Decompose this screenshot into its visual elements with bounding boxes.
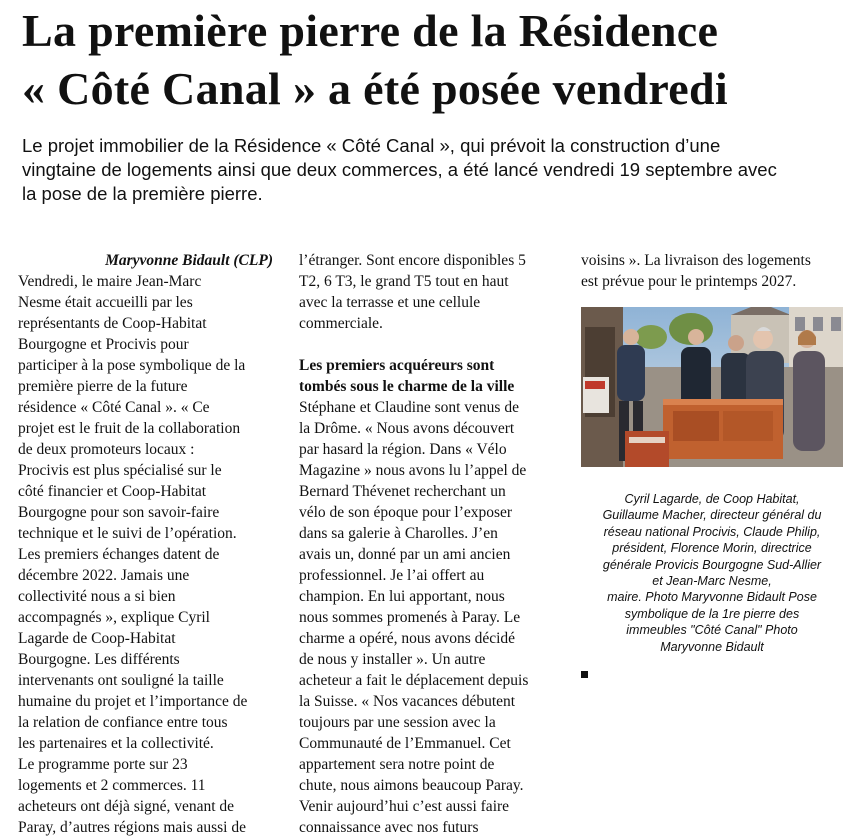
article-headline — [22, 2, 852, 118]
body-line: acheteurs ont déjà signé, venant de — [18, 798, 235, 815]
caption-line: générale Provicis Bourgogne Sud-Allier — [602, 557, 822, 572]
body-line: Les premiers échanges datent de — [18, 546, 220, 563]
article-lead — [22, 134, 842, 206]
body-line: la relation de confiance entre tous — [18, 714, 228, 731]
body-line: champion. En lui apportant, nous — [299, 588, 505, 605]
headline-line: La première pierre de la Résidence — [22, 5, 719, 56]
body-line: toujours par une session avec la — [299, 714, 496, 731]
body-line: commerciale. — [299, 315, 383, 332]
body-line: acheteur a fait le déplacement depuis — [299, 672, 529, 689]
article-end-mark — [581, 671, 588, 678]
body-line: chute, nous aimons beaucoup Paray. — [299, 777, 524, 794]
byline: Maryvonne Bidault (CLP) — [105, 252, 273, 269]
body-line: projet est le fruit de la collaboration — [18, 420, 241, 437]
body-line: Venir aujourd’hui c’est aussi faire — [299, 798, 510, 815]
body-line: de nous y installer ». Un autre — [299, 651, 486, 668]
body-line: connaissance avec nos futurs — [299, 819, 479, 836]
body-line: résidence « Côté Canal ». « Ce — [18, 399, 210, 416]
body-line: technique et le suivi de l’opération. — [18, 525, 237, 542]
body-line: Paray, d’autres régions mais aussi de — [18, 819, 246, 836]
body-line: avec la terrasse et une cellule — [299, 294, 481, 311]
body-line: participer à la pose symbolique de la — [18, 357, 246, 374]
body-line: Vendredi, le maire Jean-Marc — [18, 273, 202, 290]
caption-line: maire. Photo Maryvonne Bidault Pose — [607, 590, 817, 605]
caption-line: Guillaume Macher, directeur général du — [602, 508, 822, 523]
body-line: la Drôme. « Nous avons découvert — [299, 420, 515, 437]
lead-line: la pose de la première pierre. — [22, 183, 263, 204]
body-line: les partenaires et la collectivité. — [18, 735, 214, 752]
body-line: humaine du projet et l’importance de — [18, 693, 248, 710]
body-line: Nesme était accueilli par les — [18, 294, 193, 311]
subheading-line: tombés sous le charme de la ville — [299, 378, 515, 395]
body-line: Bourgogne. Les différents — [18, 651, 180, 668]
caption-line: Cyril Lagarde, de Coop Habitat, — [624, 492, 800, 506]
body-line: est prévue pour le printemps 2027. — [581, 273, 797, 290]
body-line: dans sa galerie à Charolles. J’en — [299, 525, 498, 542]
body-line: Lagarde de Coop-Habitat — [18, 630, 176, 647]
body-line: première pierre de la future — [18, 378, 188, 395]
caption-line: et Jean-Marc Nesme, — [652, 574, 772, 589]
body-line: Bernard Thévenet recherchant un — [299, 483, 506, 500]
subheading-line: Les premiers acquéreurs sont — [299, 357, 495, 374]
body-line: Stéphane et Claudine sont venus de — [299, 399, 519, 416]
body-line: de deux promoteurs locaux : — [18, 441, 195, 458]
body-line: accompagnés », explique Cyril — [18, 609, 210, 626]
photo-caption — [585, 491, 839, 655]
body-line: côté financier et Coop-Habitat — [18, 483, 207, 500]
paragraph-gap — [299, 334, 554, 355]
body-line: Procivis est plus spécialisé sur le — [18, 462, 222, 479]
caption-line: président, Florence Morin, directrice — [612, 541, 812, 556]
body-line: Magazine » nous avons lu l’appel de — [299, 462, 527, 479]
article-column-3 — [581, 250, 843, 292]
body-line: représentants de Coop-Habitat — [18, 315, 207, 332]
article-column-2 — [299, 250, 554, 838]
body-line: T2, 6 T3, le grand T5 tout en haut — [299, 273, 509, 290]
lead-line: Le projet immobilier de la Résidence « Côté Canal », qui prévoit la construction d’une — [22, 135, 721, 156]
body-line: l’étranger. Sont encore disponibles 5 — [299, 252, 526, 269]
body-line: collectivité nous a si bien — [18, 588, 176, 605]
body-line: avais un, donné par un ami ancien — [299, 546, 511, 563]
body-line: intervenants ont souligné la taille — [18, 672, 224, 689]
body-line: charme a opéré, nous avons décidé — [299, 630, 516, 647]
body-line: professionnel. Je l’ai offert au — [299, 567, 485, 584]
body-line: nous sommes promenés à Paray. Le — [299, 609, 521, 626]
body-line: la Suisse. « Nos vacances débutent — [299, 693, 516, 710]
body-line: voisins ». La livraison des logements — [581, 252, 811, 269]
body-line: Communauté de l’Emmanuel. Cet — [299, 735, 511, 752]
photo-illustration — [581, 307, 843, 467]
caption-line: immeubles "Côté Canal" Photo — [626, 623, 798, 638]
caption-line: réseau national Procivis, Claude Philip, — [603, 524, 821, 539]
lead-line: vingtaine de logements ainsi que deux commerces, a été lancé vendredi 19 septembre avec — [22, 159, 777, 180]
body-line: par hasard la région. Dans « Vélo — [299, 441, 507, 458]
article-column-1 — [18, 250, 273, 838]
caption-line: Maryvonne Bidault — [660, 639, 764, 654]
body-line: logements et 2 commerces. 11 — [18, 777, 206, 794]
body-line: Le programme porte sur 23 — [18, 756, 188, 773]
headline-line: « Côté Canal » a été posée vendredi — [22, 63, 728, 114]
body-line: vélo de son époque pour l’exposer — [299, 504, 513, 521]
article-photo — [581, 307, 843, 467]
body-line: Bourgogne pour son savoir-faire — [18, 504, 220, 521]
body-line: appartement sera notre point de — [299, 756, 495, 773]
caption-line: symbolique de la 1re pierre des — [624, 606, 800, 621]
body-line: Bourgogne et Procivis pour — [18, 336, 189, 353]
body-line: décembre 2022. Jamais une — [18, 567, 190, 584]
